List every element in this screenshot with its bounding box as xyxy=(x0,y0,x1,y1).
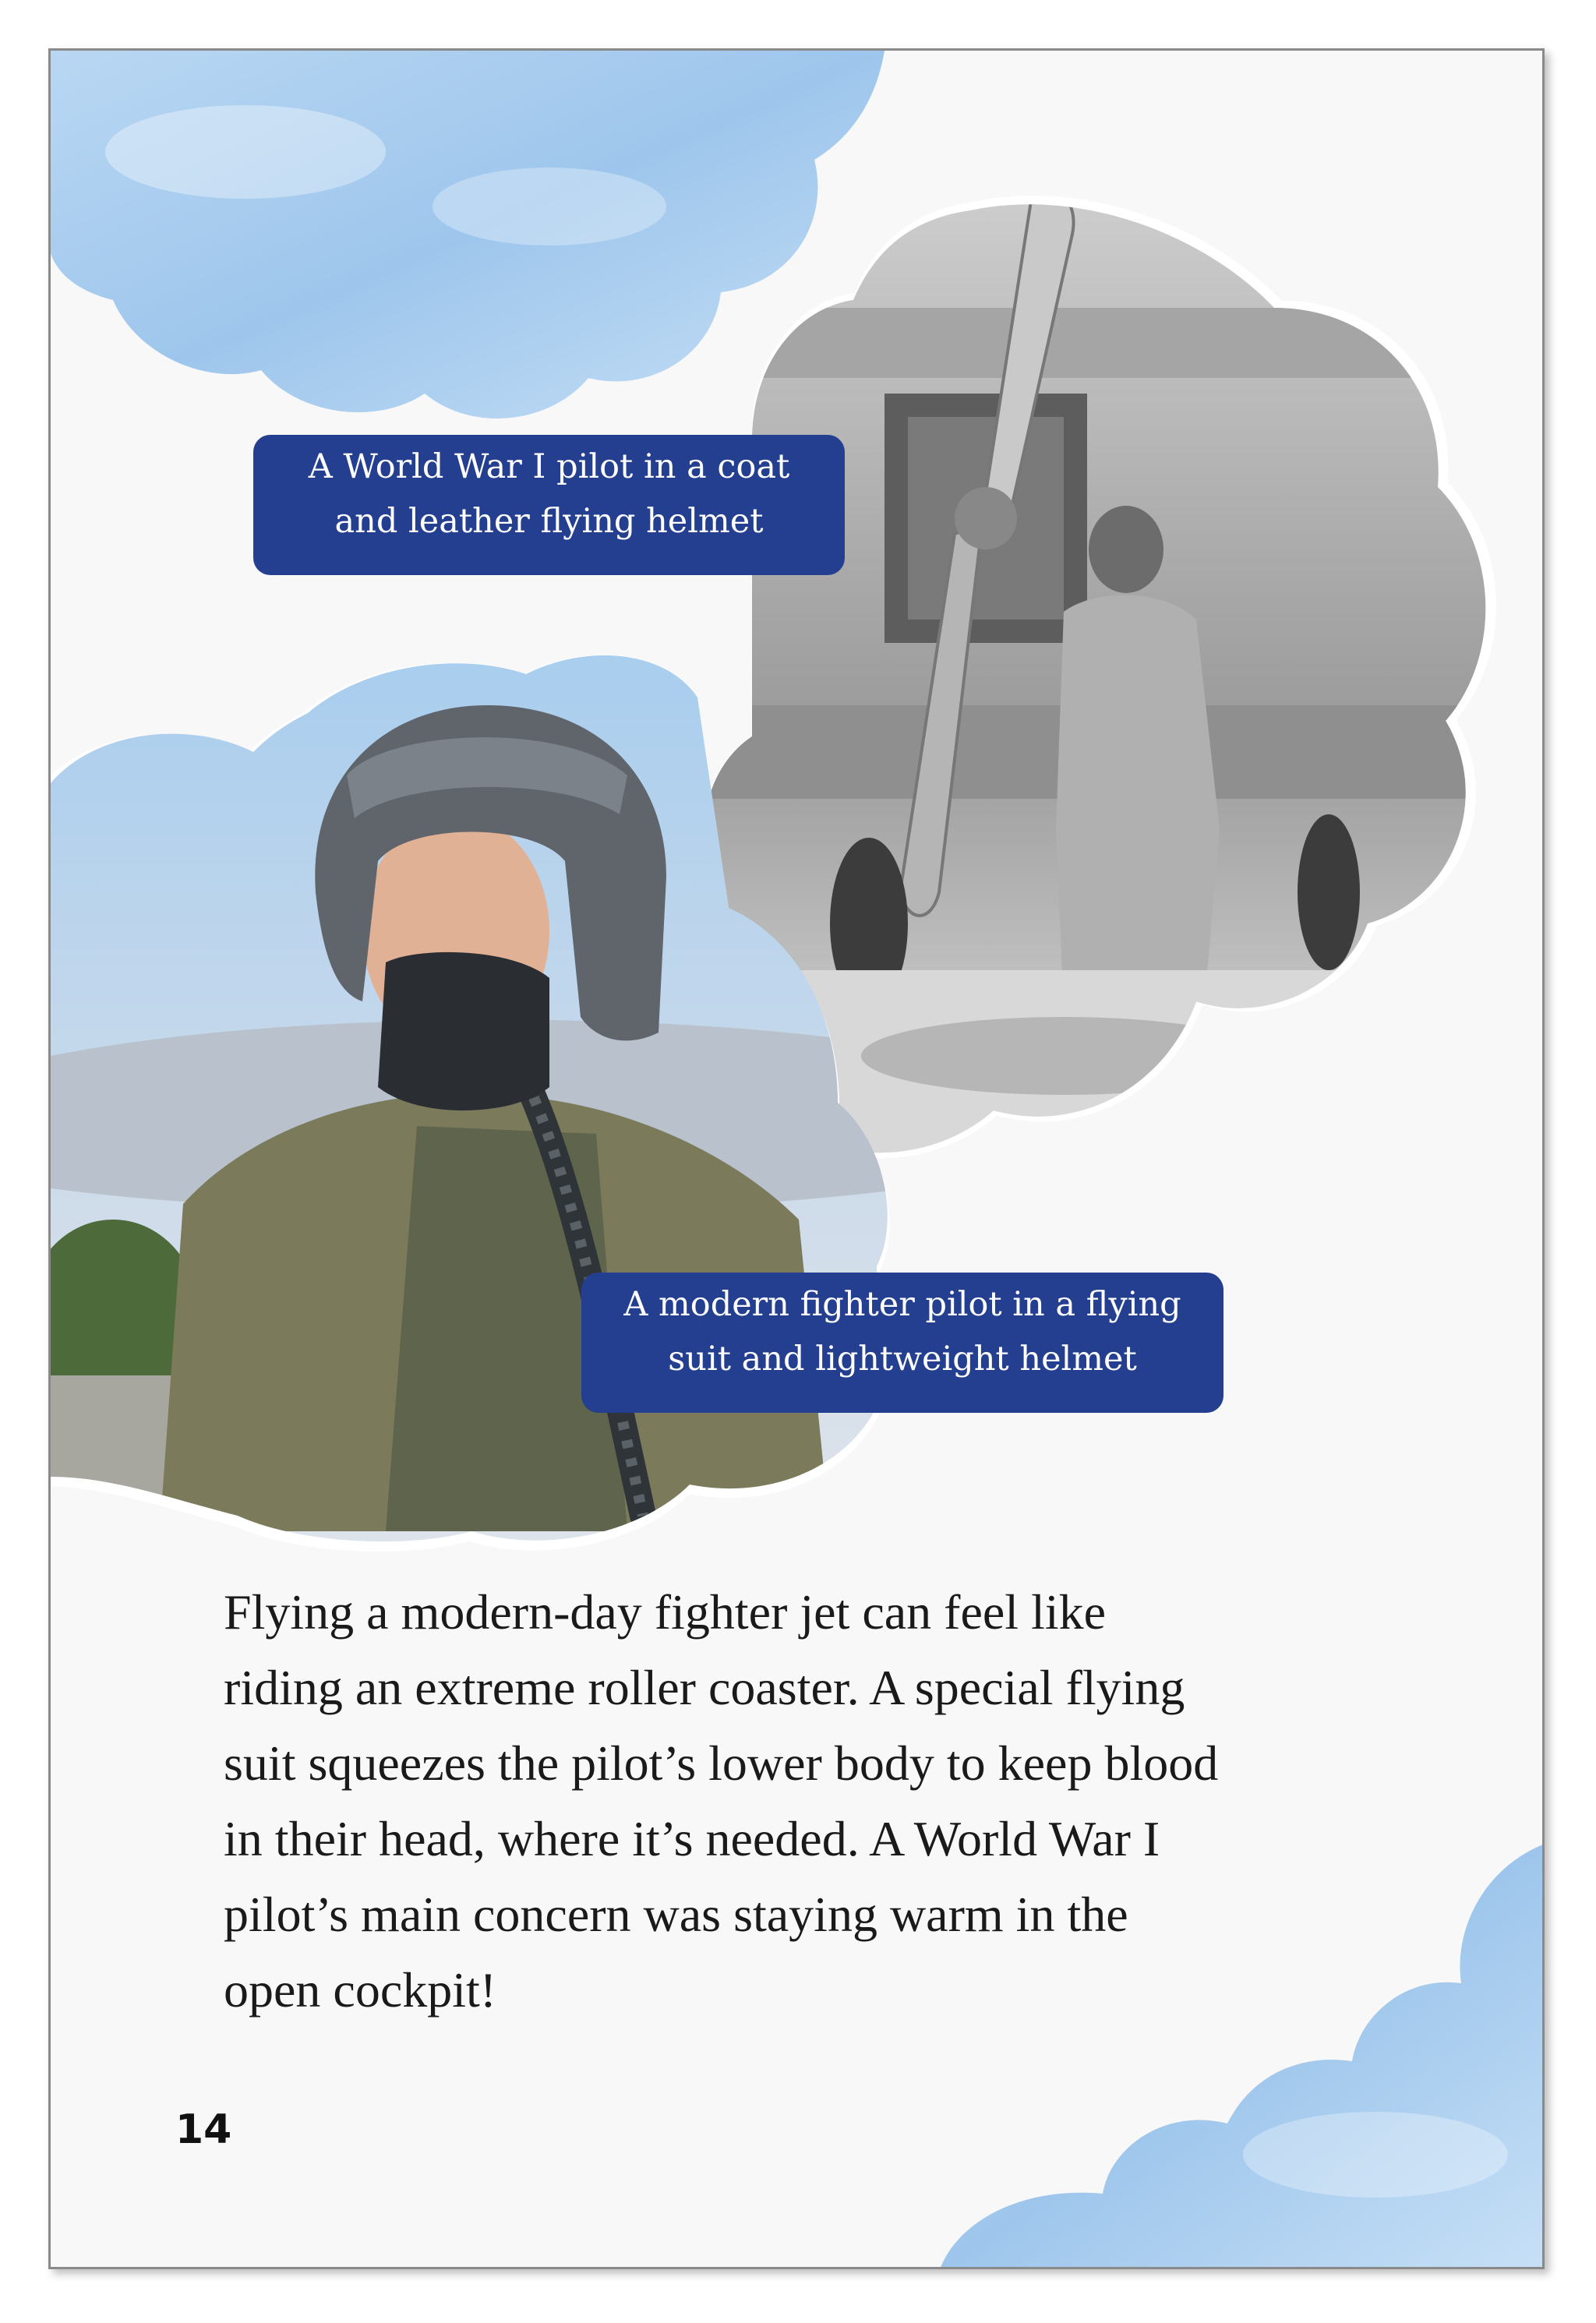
body-line: riding an extreme roller coaster. A special flying xyxy=(224,1660,1185,1715)
cloud-top-left xyxy=(51,51,885,418)
caption-line: and leather flying helmet xyxy=(334,502,764,541)
body-line: open cockpit! xyxy=(224,1962,497,2018)
caption-line: suit and lightweight helmet xyxy=(668,1340,1137,1379)
page-number: 14 xyxy=(175,2106,232,2153)
body-line: pilot’s main concern was staying warm in the xyxy=(224,1887,1128,1942)
book-page xyxy=(48,48,1545,2269)
body-line: suit squeezes the pilot’s lower body to keep blood xyxy=(224,1735,1219,1791)
body-line: Flying a modern-day fighter jet can feel like xyxy=(224,1584,1107,1640)
caption-modern-pilot xyxy=(581,1273,1223,1413)
caption-line: A World War I pilot in a coat xyxy=(308,447,790,486)
caption-ww1-pilot xyxy=(253,435,845,575)
caption-line: A modern fighter pilot in a flying xyxy=(623,1285,1181,1324)
body-paragraph xyxy=(224,1574,1439,2028)
body-line: in their head, where it’s needed. A World War I xyxy=(224,1811,1160,1866)
